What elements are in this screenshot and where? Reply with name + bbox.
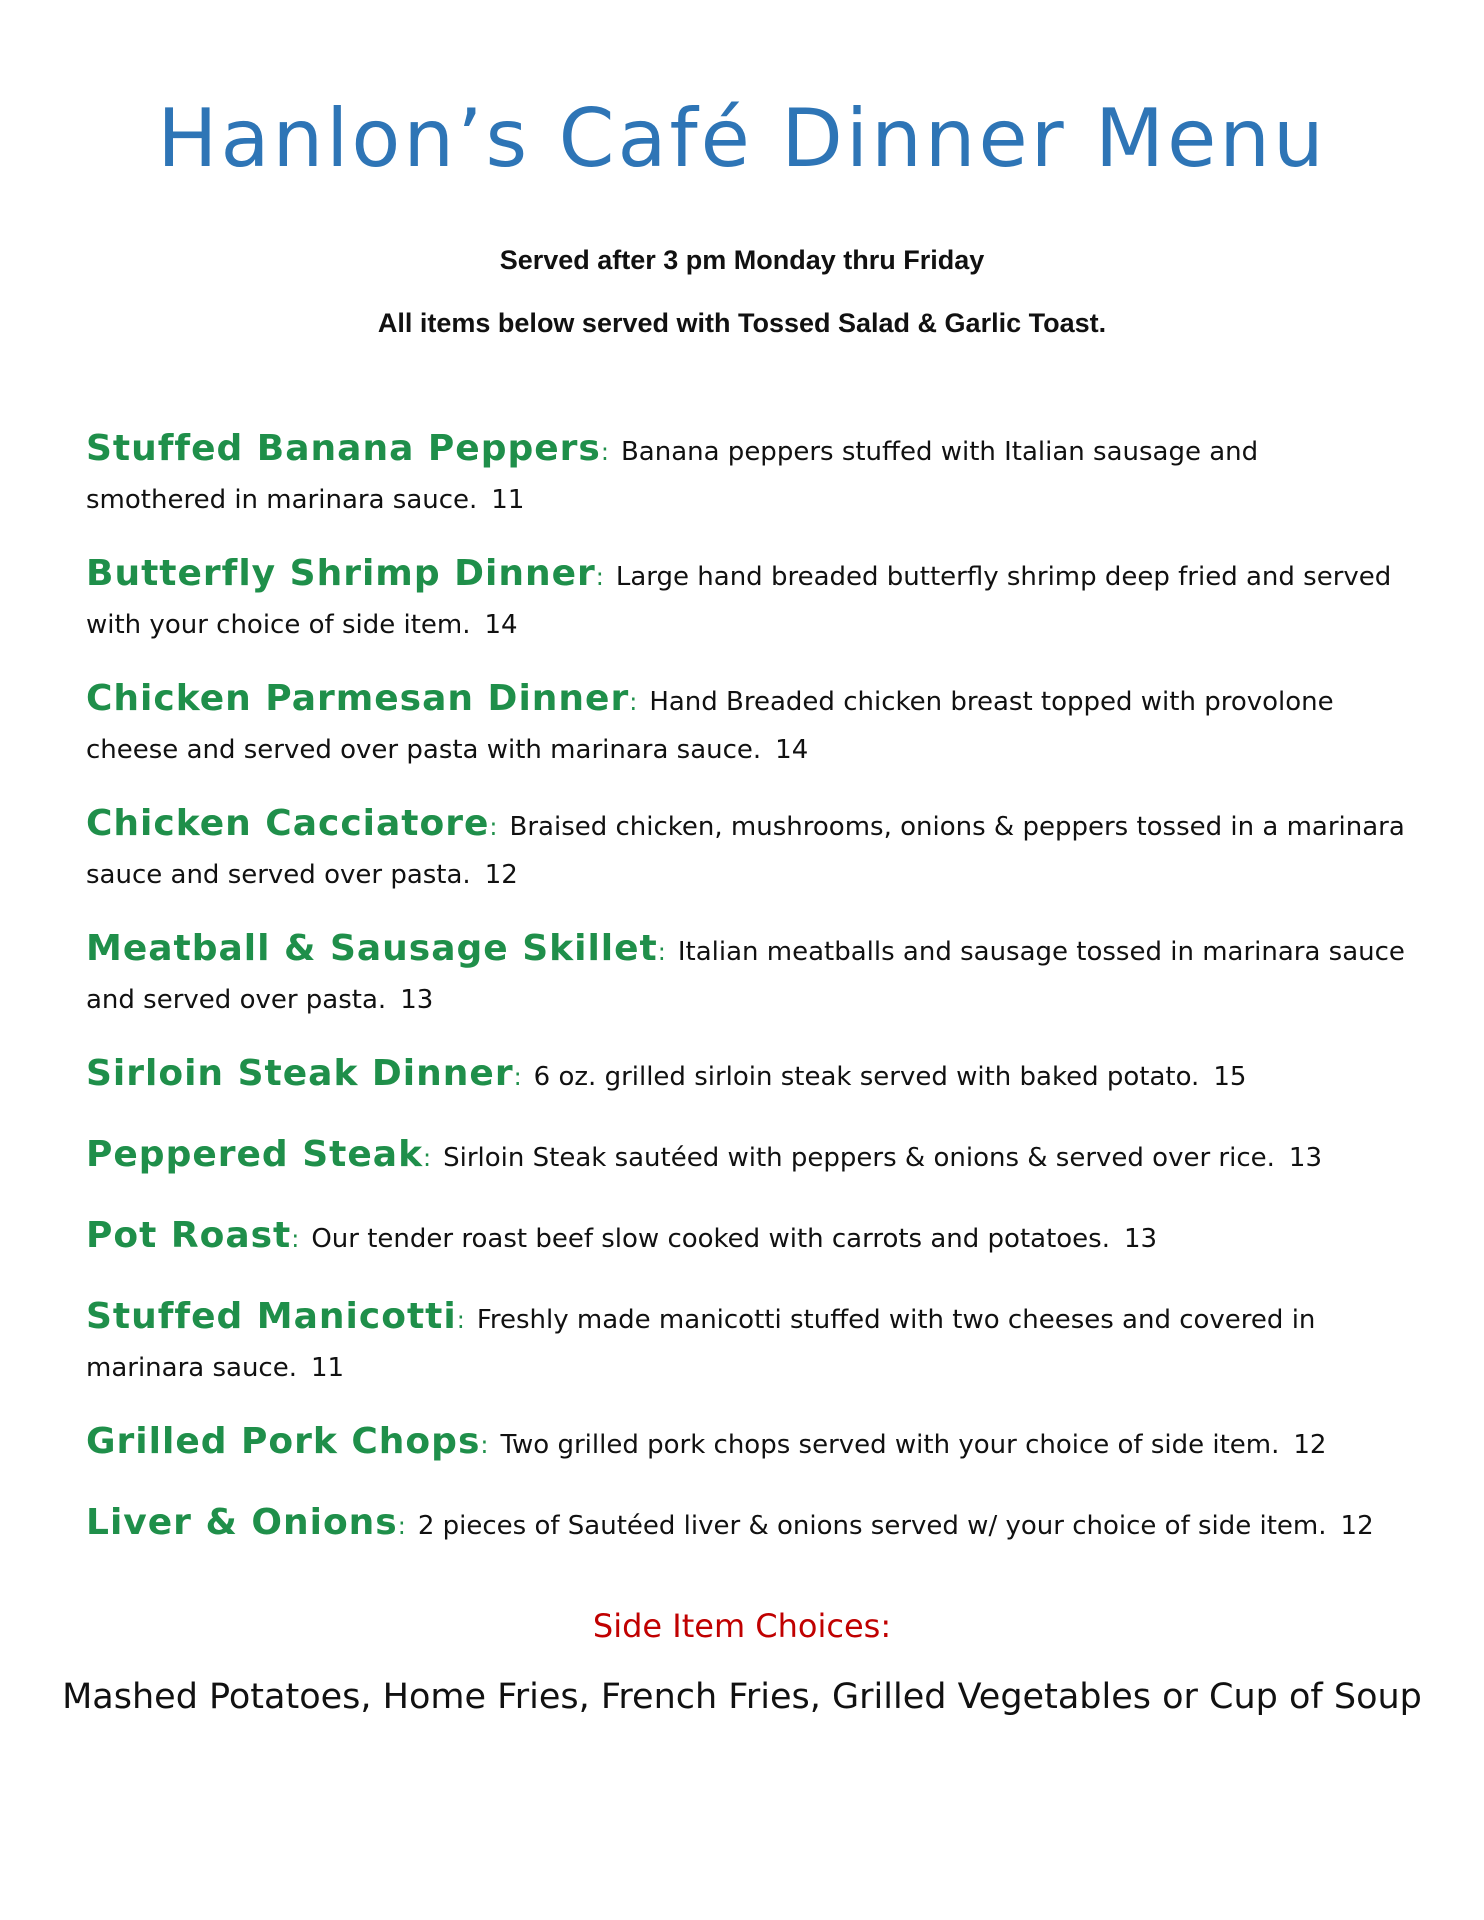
menu-item bbox=[86, 1499, 1406, 1550]
menu-item bbox=[86, 925, 1406, 1024]
menu-item-price: 12 bbox=[1293, 1430, 1327, 1460]
menu-item-colon: : bbox=[397, 1512, 406, 1540]
menu-item bbox=[86, 800, 1406, 899]
menu-item bbox=[86, 1212, 1406, 1263]
menu-item-list bbox=[86, 425, 1406, 1580]
menu-item bbox=[86, 1131, 1406, 1182]
menu-item-price: 11 bbox=[310, 1353, 345, 1383]
menu-item-description: Two grilled pork chops served with your choice of side item. bbox=[500, 1430, 1280, 1460]
menu-item-name: Peppered Steak bbox=[86, 1134, 424, 1175]
menu-item-colon: : bbox=[657, 938, 666, 966]
menu-item-description: Hand Breaded chicken breast topped with provolone cheese and served over pasta with marinara sauce. bbox=[86, 687, 1334, 765]
menu-item-price: 14 bbox=[775, 735, 809, 765]
menu-item-colon: : bbox=[291, 1225, 300, 1253]
side-items-list: Mashed Potatoes, Home Fries, French Fries, Grilled Vegetables or Cup of Soup bbox=[62, 1677, 1422, 1717]
menu-item-price: 15 bbox=[1213, 1062, 1247, 1092]
menu-item-colon: : bbox=[629, 688, 638, 716]
menu-item-description: Sirloin Steak sautéed with peppers & onions & served over rice. bbox=[443, 1143, 1275, 1173]
menu-item-name: Chicken Cacciatore bbox=[86, 803, 490, 844]
menu-item-colon: : bbox=[480, 1431, 489, 1459]
menu-item-price: 14 bbox=[484, 610, 518, 640]
menu-title: Hanlon’s Café Dinner Menu bbox=[157, 92, 1327, 185]
menu-item-description: Banana peppers stuffed with Italian sausage and smothered in marinara sauce. bbox=[86, 437, 1259, 515]
menu-item-name: Liver & Onions bbox=[86, 1502, 398, 1543]
included-sides-note: All items below served with Tossed Salad & Garlic Toast. bbox=[377, 308, 1107, 338]
menu-item-name: Grilled Pork Chops bbox=[86, 1421, 481, 1462]
menu-item-colon: : bbox=[513, 1063, 522, 1091]
menu-item-name: Sirloin Steak Dinner bbox=[86, 1053, 514, 1094]
menu-item-name: Meatball & Sausage Skillet bbox=[86, 928, 658, 969]
menu-item-colon: : bbox=[456, 1306, 465, 1334]
menu-item-price: 13 bbox=[1124, 1224, 1158, 1254]
menu-item-name: Stuffed Manicotti bbox=[86, 1296, 457, 1337]
menu-item-price: 13 bbox=[400, 985, 434, 1015]
menu-item-name: Chicken Parmesan Dinner bbox=[86, 678, 630, 719]
menu-item bbox=[86, 425, 1406, 524]
menu-item-colon: : bbox=[489, 813, 498, 841]
serving-hours: Served after 3 pm Monday thru Friday bbox=[499, 245, 985, 275]
menu-item bbox=[86, 1418, 1406, 1469]
menu-item bbox=[86, 550, 1406, 649]
menu-item bbox=[86, 1050, 1406, 1101]
menu-item-name: Pot Roast bbox=[86, 1215, 292, 1256]
menu-item-name: Butterfly Shrimp Dinner bbox=[86, 553, 596, 594]
menu-item-description: Italian meatballs and sausage tossed in marinara sauce and served over pasta. bbox=[86, 937, 1405, 1015]
menu-item-colon: : bbox=[423, 1144, 432, 1172]
menu-item-price: 12 bbox=[484, 860, 518, 890]
menu-item bbox=[86, 1293, 1406, 1392]
menu-item-description: Braised chicken, mushrooms, onions & peppers tossed in a marinara sauce and served over pasta. bbox=[86, 812, 1405, 890]
menu-item-price: 12 bbox=[1340, 1511, 1374, 1541]
side-items-heading: Side Item Choices: bbox=[592, 1607, 892, 1645]
menu-item-description: Our tender roast beef slow cooked with carrots and potatoes. bbox=[311, 1224, 1110, 1254]
menu-item-description: Freshly made manicotti stuffed with two cheeses and covered in marinara sauce. bbox=[86, 1305, 1316, 1383]
menu-item-price: 11 bbox=[491, 485, 525, 515]
menu-item-name: Stuffed Banana Peppers bbox=[86, 428, 601, 469]
menu-item-description: 2 pieces of Sautéed liver & onions served w/ your choice of side item. bbox=[417, 1511, 1327, 1541]
menu-item bbox=[86, 675, 1406, 774]
menu-item-colon: : bbox=[595, 563, 604, 591]
menu-item-description: 6 oz. grilled sirloin steak served with baked potato. bbox=[533, 1062, 1200, 1092]
menu-item-price: 13 bbox=[1288, 1143, 1322, 1173]
menu-item-description: Large hand breaded butterfly shrimp deep fried and served with your choice of side item. bbox=[86, 562, 1392, 640]
menu-item-colon: : bbox=[600, 438, 609, 466]
